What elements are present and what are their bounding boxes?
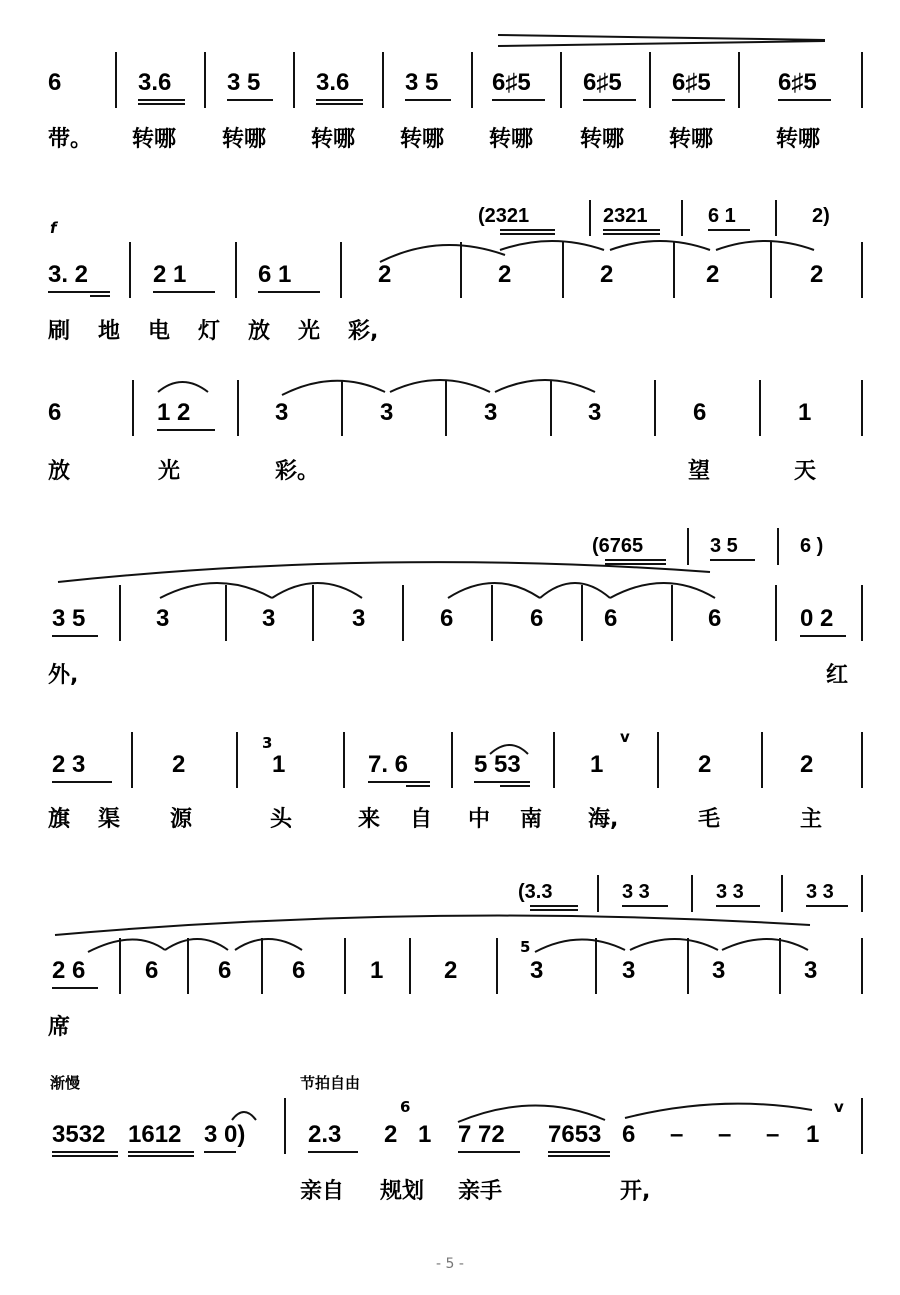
note: 2 1 — [153, 261, 187, 288]
lyric: 海, — [588, 807, 619, 832]
lyric: 转哪 — [776, 127, 821, 152]
note: 3 — [530, 957, 544, 984]
prelude-note: 3 5 — [710, 535, 738, 557]
note: 3 — [156, 605, 170, 632]
note: – — [766, 1121, 780, 1148]
note: 2 — [498, 261, 512, 288]
tie-arc — [458, 1105, 605, 1122]
lyric: 席 — [48, 1015, 71, 1040]
note: 3 0) — [204, 1121, 246, 1148]
note: 6 — [693, 399, 707, 426]
lyric: 开, — [620, 1179, 651, 1204]
note: 5 53 — [474, 751, 521, 778]
lyric: 彩, — [348, 319, 379, 344]
lyric: 外, — [48, 663, 79, 688]
note: 3 — [484, 399, 498, 426]
prelude-note: 6 1 — [708, 205, 736, 227]
note: 3 — [804, 957, 818, 984]
crescendo-line — [498, 35, 825, 40]
crescendo-line — [498, 41, 825, 46]
lyric: 灯 — [198, 319, 221, 344]
tie-arc — [716, 241, 814, 250]
staff-line-5 — [48, 728, 862, 832]
note: 2 — [384, 1121, 398, 1148]
note: 1 — [272, 751, 286, 778]
prelude-note: 2321 — [603, 205, 648, 227]
note: 2 — [600, 261, 614, 288]
note: 6♯5 — [492, 69, 531, 96]
lyric: 中 — [468, 807, 491, 832]
lyric: 刷 — [48, 319, 71, 344]
note: 3 — [262, 605, 276, 632]
tie-arc — [165, 939, 228, 950]
note: 3 — [275, 399, 289, 426]
note: 6 — [604, 605, 618, 632]
note: 6 — [440, 605, 454, 632]
note: 6 — [48, 69, 62, 96]
note: 6 — [530, 605, 544, 632]
note: 3 — [588, 399, 602, 426]
lyric: 彩。 — [275, 459, 320, 484]
tie-arc — [380, 245, 505, 262]
lyric: 毛 — [698, 807, 721, 832]
lyric: 源 — [170, 807, 193, 832]
tie-arc — [610, 583, 715, 598]
breath-mark: v — [834, 1098, 844, 1116]
note: 2 — [172, 751, 186, 778]
prelude-note: (3.3 — [518, 881, 553, 903]
note: 2 — [698, 751, 712, 778]
lyric: 亲自 — [300, 1179, 345, 1204]
note: 3.6 — [138, 69, 172, 96]
note: 2.3 — [308, 1121, 342, 1148]
tie-arc — [625, 1104, 812, 1118]
note: 6♯5 — [672, 69, 711, 96]
tie-arc — [535, 939, 625, 952]
prelude-note: (6765 — [592, 535, 644, 557]
note: 3 — [712, 957, 726, 984]
lyric: 渠 — [98, 807, 121, 832]
prelude-note: 3 3 — [622, 881, 650, 903]
tie-arc — [540, 583, 610, 598]
note: 2 — [810, 261, 824, 288]
note: 6 — [292, 957, 306, 984]
note: 3 5 — [52, 605, 86, 632]
staff-line-1 — [48, 35, 862, 152]
tie-arc — [235, 939, 302, 950]
prelude-note: (2321 — [478, 205, 530, 227]
note: 7. 6 — [368, 751, 409, 778]
note: 6 — [218, 957, 232, 984]
lyric: 亲手 — [458, 1179, 503, 1204]
note: 3 5 — [227, 69, 261, 96]
note: 3 — [622, 957, 636, 984]
note: 6 — [708, 605, 722, 632]
note: 3 5 — [405, 69, 439, 96]
note: – — [718, 1121, 732, 1148]
lyric: 转哪 — [400, 127, 445, 152]
note: 2 — [706, 261, 720, 288]
note: 3 — [380, 399, 394, 426]
lyric: 旗 — [48, 807, 71, 832]
staff-line-7 — [49, 1074, 862, 1204]
lyric: 光 — [298, 319, 321, 344]
lyric: 规划 — [380, 1179, 425, 1204]
staff-line-4 — [48, 528, 862, 688]
note: 3 — [352, 605, 366, 632]
grace-note: 6 — [400, 1098, 411, 1116]
lyric: 电 — [148, 319, 171, 344]
lyric: 光 — [158, 459, 181, 484]
lyric: 转哪 — [222, 127, 267, 152]
note: 6 — [145, 957, 159, 984]
dynamic-mark: f — [50, 219, 57, 237]
lyric: 转哪 — [489, 127, 534, 152]
tie-arc — [500, 241, 604, 250]
staff-line-3 — [48, 380, 862, 484]
note: 1 — [590, 751, 604, 778]
fermata-arc — [232, 1112, 256, 1120]
prelude-note: 2) — [812, 205, 830, 227]
lyric: 转哪 — [311, 127, 356, 152]
staff-line-6 — [48, 875, 862, 1040]
note: 7 72 — [458, 1121, 505, 1148]
page-number: - 5 - — [436, 1256, 464, 1272]
lyric: 自 — [410, 807, 433, 832]
tie-arc — [282, 381, 385, 395]
note: 3. 2 — [48, 261, 89, 288]
lyric: 主 — [800, 807, 823, 832]
note: 2 3 — [52, 751, 86, 778]
lyric: 转哪 — [132, 127, 177, 152]
tie-arc — [610, 241, 710, 250]
note: 1 — [806, 1121, 820, 1148]
prelude-note: 6 ) — [800, 535, 824, 557]
tie-arc — [272, 583, 362, 598]
note: 6 — [622, 1121, 636, 1148]
note: 2 6 — [52, 957, 86, 984]
tie-arc — [158, 382, 208, 392]
note: 1 — [418, 1121, 432, 1148]
tie-arc — [630, 939, 718, 950]
prelude-note: 3 3 — [806, 881, 834, 903]
prelude-note: 3 3 — [716, 881, 744, 903]
lyric: 放 — [48, 459, 71, 484]
tempo-marking: 节拍自由 — [300, 1074, 361, 1092]
tie-arc — [88, 939, 165, 952]
note: 2 — [444, 957, 458, 984]
lyric: 望 — [688, 459, 711, 484]
note: 6♯5 — [778, 69, 817, 96]
lyric: 转哪 — [580, 127, 625, 152]
staff-line-2 — [48, 200, 862, 344]
tie-arc — [390, 380, 490, 392]
grace-note: 3 — [262, 734, 273, 752]
note: – — [670, 1121, 684, 1148]
note: 6 — [48, 399, 62, 426]
note: 1 — [798, 399, 812, 426]
note: 2 — [800, 751, 814, 778]
note: 1 2 — [157, 399, 191, 426]
phrase-arc — [58, 562, 710, 582]
lyric: 天 — [794, 459, 817, 484]
tie-arc — [722, 939, 808, 950]
note: 6♯5 — [583, 69, 622, 96]
lyric: 地 — [98, 319, 121, 344]
tie-arc — [160, 583, 272, 598]
lyric: 放 — [248, 319, 271, 344]
note: 1 — [370, 957, 384, 984]
note: 3532 — [52, 1121, 106, 1148]
grace-note: 5 — [520, 938, 531, 956]
note: 7653 — [548, 1121, 602, 1148]
note: 2 — [378, 261, 392, 288]
lyric: 来 — [358, 807, 381, 832]
lyric: 头 — [270, 807, 293, 832]
note: 0 2 — [800, 605, 834, 632]
breath-mark: v — [620, 728, 630, 746]
tempo-marking: 渐慢 — [50, 1074, 81, 1092]
lyric: 南 — [520, 807, 543, 832]
lyric: 红 — [826, 663, 849, 688]
lyric: 带。 — [48, 127, 93, 152]
tie-arc — [495, 380, 595, 392]
note: 3.6 — [316, 69, 350, 96]
note: 6 1 — [258, 261, 292, 288]
lyric: 转哪 — [669, 127, 714, 152]
note: 1612 — [128, 1121, 182, 1148]
tie-arc — [448, 583, 540, 598]
phrase-arc — [55, 916, 810, 935]
